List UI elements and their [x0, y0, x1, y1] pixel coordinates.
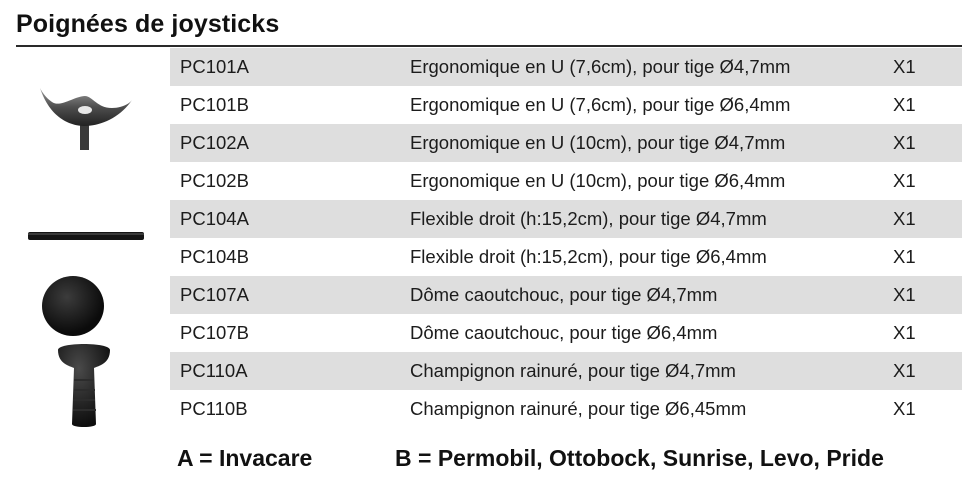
product-description: Dôme caoutchouc, pour tige Ø6,4mm: [410, 322, 718, 343]
product-images: [0, 48, 170, 428]
product-description: Champignon rainuré, pour tige Ø6,45mm: [410, 398, 747, 419]
product-quantity: X1: [893, 360, 916, 381]
rubber-dome-image: [40, 273, 106, 339]
product-code: PC102B: [180, 170, 249, 191]
product-description: Ergonomique en U (10cm), pour tige Ø6,4mm: [410, 170, 786, 191]
product-description: Dôme caoutchouc, pour tige Ø4,7mm: [410, 284, 718, 305]
table-row: [170, 124, 962, 162]
product-quantity: X1: [893, 170, 916, 191]
grooved-mushroom-image: [54, 342, 114, 428]
table-row: [170, 48, 962, 86]
title-rule: [16, 45, 962, 47]
legend-others: B = Permobil, Ottobock, Sunrise, Levo, Pride: [395, 445, 884, 471]
table-row: [170, 276, 962, 314]
product-quantity: X1: [893, 246, 916, 267]
product-code: PC107A: [180, 284, 249, 305]
product-description: Ergonomique en U (7,6cm), pour tige Ø6,4mm: [410, 94, 791, 115]
product-code: PC104B: [180, 246, 249, 267]
table-row: [170, 314, 962, 352]
product-code: PC107B: [180, 322, 249, 343]
legend-invacare: A = Invacare: [177, 445, 313, 471]
product-description: Ergonomique en U (10cm), pour tige Ø4,7mm: [410, 132, 786, 153]
product-quantity: X1: [893, 94, 916, 115]
product-code: PC101B: [180, 94, 249, 115]
straight-rod-image: [28, 229, 146, 243]
product-description: Flexible droit (h:15,2cm), pour tige Ø4,7mm: [410, 208, 767, 229]
table-row: [170, 352, 962, 390]
product-quantity: X1: [893, 398, 916, 419]
page-title: Poignées de joysticks: [16, 10, 280, 38]
product-table: [170, 48, 962, 428]
product-quantity: X1: [893, 284, 916, 305]
product-code: PC110A: [180, 360, 248, 381]
product-code: PC104A: [180, 208, 249, 229]
u-handle-image: [30, 78, 140, 158]
product-description: Ergonomique en U (7,6cm), pour tige Ø4,7mm: [410, 56, 791, 77]
product-description: Champignon rainuré, pour tige Ø4,7mm: [410, 360, 736, 381]
table-row: [170, 86, 962, 124]
product-description: Flexible droit (h:15,2cm), pour tige Ø6,4mm: [410, 246, 767, 267]
product-code: PC110B: [180, 398, 248, 419]
table-row: [170, 200, 962, 238]
table-row: [170, 238, 962, 276]
product-quantity: X1: [893, 132, 916, 153]
table-row: [170, 390, 962, 428]
product-quantity: X1: [893, 56, 916, 77]
product-quantity: X1: [893, 208, 916, 229]
product-quantity: X1: [893, 322, 916, 343]
product-code: PC101A: [180, 56, 249, 77]
product-code: PC102A: [180, 132, 249, 153]
table-row: [170, 162, 962, 200]
